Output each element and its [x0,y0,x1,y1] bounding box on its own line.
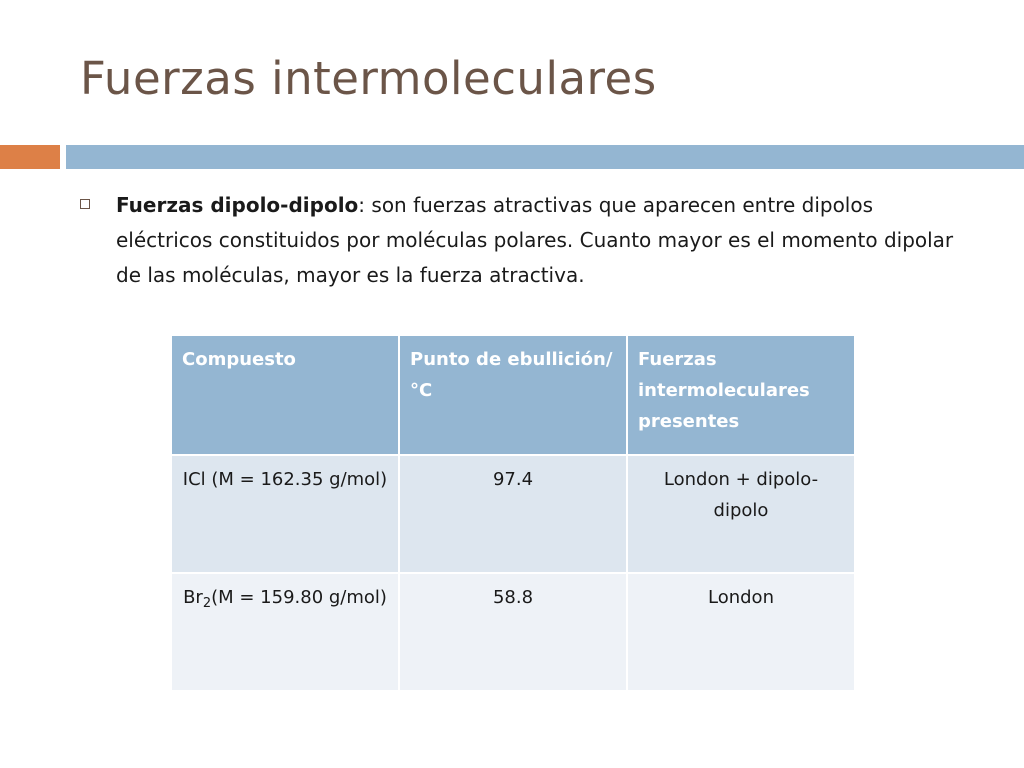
header-compound: Compuesto [171,335,399,455]
bullet-item [80,188,970,293]
table-row [171,573,855,691]
header-boiling-point: Punto de ebullición/°C [399,335,627,455]
compound-molar-mass: (M = 159.80 g/mol) [211,587,387,608]
cell-boiling-point: 58.8 [399,573,627,691]
table-header-row [171,335,855,455]
cell-forces: London [627,573,855,691]
title-accent-bar [0,145,60,169]
table-row [171,455,855,573]
square-bullet-icon [80,199,90,209]
title-rule-bar [66,145,1024,169]
cell-compound [171,573,399,691]
slide-title: Fuerzas intermoleculares [80,52,657,105]
bullet-text [116,188,970,293]
bullet-description: : son fuerzas atractivas que aparecen entre dipolos eléctricos constituidos por moléculas polares. Cuanto mayor es el momento dipolar de las moléculas, mayor es la fuerza atractiva. [116,193,954,287]
header-forces: Fuerzas intermoleculares presentes [627,335,855,455]
bullet-term: Fuerzas dipolo-dipolo [116,193,359,217]
cell-forces: London + dipolo-dipolo [627,455,855,573]
cell-boiling-point: 97.4 [399,455,627,573]
compounds-table [170,334,856,692]
cell-compound: ICl (M = 162.35 g/mol) [171,455,399,573]
compound-element: Br [183,587,203,608]
compound-subscript: 2 [202,596,212,611]
